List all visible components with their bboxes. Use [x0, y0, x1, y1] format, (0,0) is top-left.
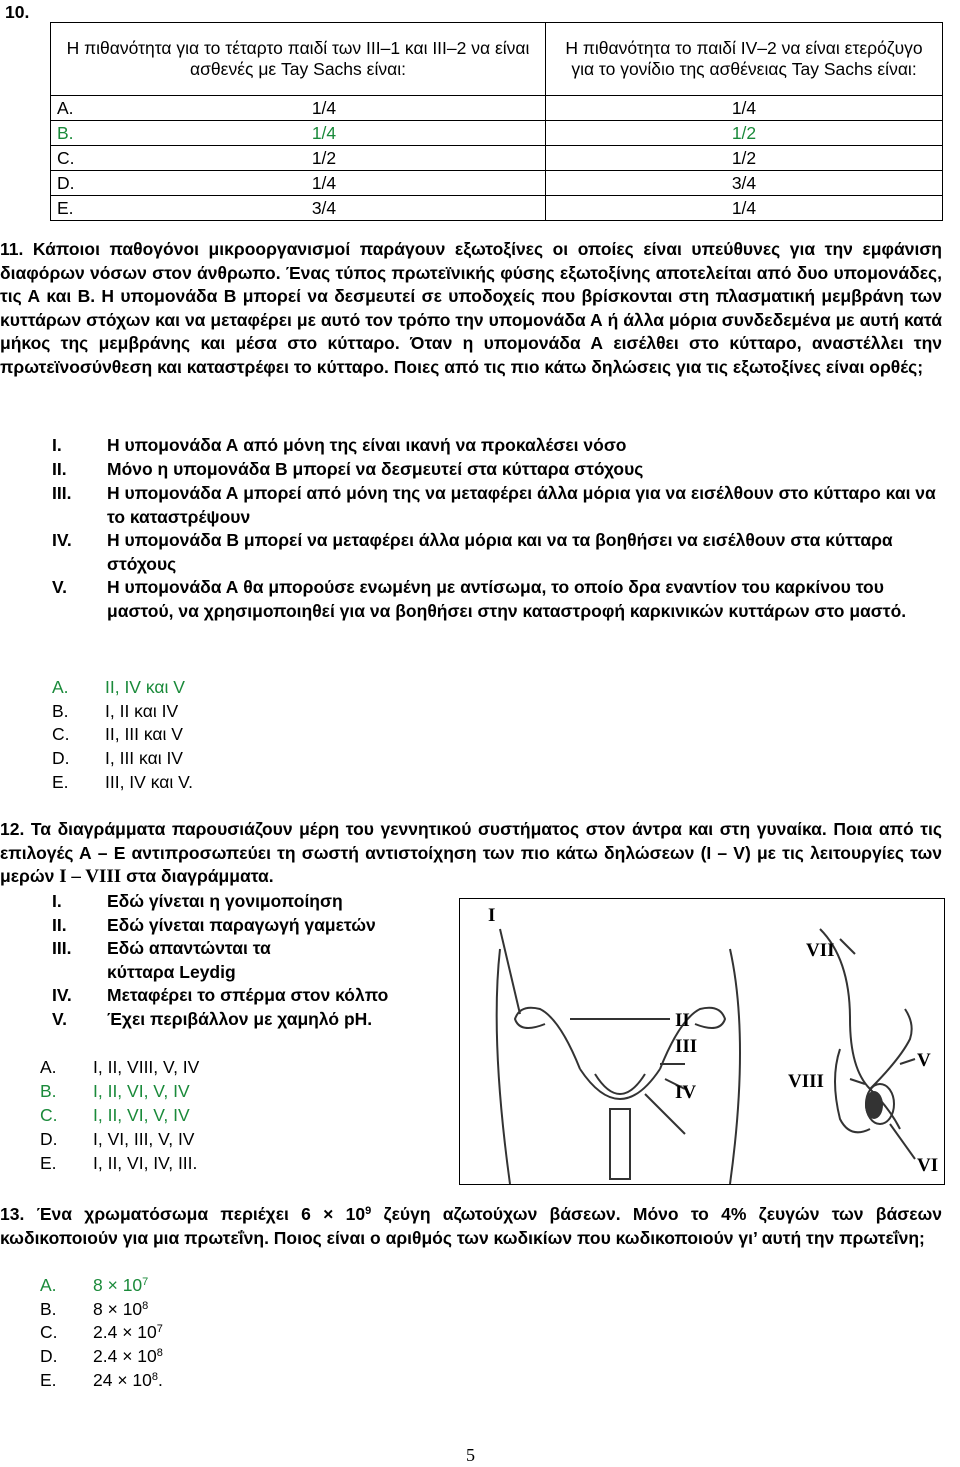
q13-option-d[interactable]: D. $2.4 \times 10^8$ — [40, 1346, 163, 1366]
diagram-label-i: I — [488, 905, 496, 926]
q12-statement: II. Εδώ γίνεται παραγωγή γαμετών — [52, 914, 376, 935]
q10-right-value: 3/4 — [546, 171, 943, 196]
q13-option-b[interactable]: B. $8 \times 10^8$ — [40, 1299, 149, 1319]
q13-option-c[interactable]: C. $2.4 \times 10^7$ — [40, 1322, 163, 1342]
statement-number: I. — [52, 435, 62, 455]
q12-option-e[interactable]: E. I, II, VI, IV, III. — [40, 1153, 198, 1173]
q13-option-a[interactable]: A. $8 \times 10^7$ — [40, 1275, 149, 1295]
q12-statements — [52, 890, 452, 1031]
question-12-text-end: στα διαγράμματα. — [126, 866, 274, 886]
table-row[interactable] — [51, 96, 943, 121]
question-13-number: 13. — [0, 1204, 25, 1224]
diagram-label-vi: VI — [917, 1155, 939, 1176]
diagram-label-viii: VIII — [788, 1071, 824, 1092]
table-row[interactable] — [51, 121, 943, 146]
reproductive-diagram-svg — [460, 899, 944, 1184]
question-12-number: 12. — [0, 819, 25, 839]
q10-left-value: 1/4 — [103, 121, 546, 146]
question-13-text-end: ζεύγη αζωτούχων βάσεων. Μόνο το 4% ζευγών των βάσεων κωδικοποιούν για μια πρωτεΐνη. Ποιος είναι ο αριθμός των κωδικίων που κωδικοποιούν γι’ αυτή την πρωτεΐνη; — [0, 1204, 943, 1248]
table-row[interactable] — [51, 146, 943, 171]
question-13-base: 10 — [345, 1204, 366, 1224]
question-11 — [0, 238, 942, 379]
diagram-label-ii: II — [675, 1010, 690, 1031]
q10-letter: D. — [51, 171, 104, 196]
q11-option-c[interactable]: C. II, III και V — [52, 724, 183, 744]
q10-left-value: 1/2 — [103, 146, 546, 171]
statement-number: III. — [52, 483, 72, 503]
q10-header-left: Η πιθανότητα για το τέταρτο παιδί των ΙΙΙ–1 και ΙΙΙ–2 να είναι ασθενές με Tay Sachs είναι: — [51, 23, 546, 96]
statement-text: Η υπομονάδα Β μπορεί να μεταφέρει άλλα μόρια και να τα βοηθήσει να εισέλθουν στα κύτταρα στόχους — [107, 530, 893, 574]
q11-statement — [52, 458, 942, 482]
q10-left-value: 3/4 — [103, 196, 546, 221]
q11-statement — [52, 576, 942, 623]
q11-option-a[interactable]: A. II, IV και V — [52, 677, 185, 697]
q11-option-d[interactable]: D. I, III και IV — [52, 748, 183, 768]
q10-letter: E. — [51, 196, 104, 221]
q10-letter: C. — [51, 146, 104, 171]
diagram-label-iii: III — [675, 1036, 698, 1057]
statement-number: II. — [52, 459, 67, 479]
statement-number: V. — [52, 577, 67, 597]
q11-option-e[interactable]: E. III, IV και V. — [52, 772, 194, 792]
q10-right-value: 1/4 — [546, 96, 943, 121]
table-row[interactable] — [51, 171, 943, 196]
q12-option-b[interactable]: B. I, II, VI, V, IV — [40, 1081, 190, 1101]
question-12-text: Τα διαγράμματα παρουσιάζουν μέρη του γεννητικού συστήματος στον άντρα και στη γυναίκα. Ποια από τις επιλογές Α – Ε αντιπροσωπεύει τη σωστή αντιστοίχηση των πιο κάτω δηλώσεων (Ι – V) με τις λειτουργίες των μερών — [0, 819, 942, 886]
question-10-number: 10. — [5, 2, 30, 22]
q12-option-a[interactable]: A. I, II, VIII, V, IV — [40, 1057, 200, 1077]
statement-text: Η υπομονάδα Α θα μπορούσε ενωμένη με αντίσωμα, το οποίο δρα εναντίον του καρκίνου του μαστού, να χρησιμοποιηθεί για να βοηθήσει στην καταστροφή καρκινικών κυττάρων στο μαστό. — [107, 577, 907, 621]
q12-statement: I. Εδώ γίνεται η γονιμοποίηση — [52, 891, 343, 911]
q11-statement — [52, 434, 942, 458]
statement-text: Μόνο η υπομονάδα Β μπορεί να δεσμευτεί στα κύτταρα στόχους — [107, 459, 644, 479]
reproductive-system-diagram — [459, 898, 945, 1185]
table-row[interactable] — [51, 196, 943, 221]
q10-letter: B. — [51, 121, 104, 146]
question-12-range: I – VIII — [59, 866, 122, 887]
q10-header-right: Η πιθανότητα το παιδί IV–2 να είναι ετερόζυγο για το γονίδιο της ασθένειας Tay Sachs είναι: — [546, 23, 943, 96]
q11-statement — [52, 482, 942, 529]
q11-option-b[interactable]: B. I, II και IV — [52, 701, 179, 721]
question-13 — [0, 1203, 942, 1250]
question-11-text: Κάποιοι παθογόνοι μικροοργανισμοί παράγουν εξωτοξίνες οι οποίες είναι υπεύθυνες για την εμφάνιση διαφόρων νόσων στον άνθρωπο. Ένας τύπος πρωτεϊνικής φύσης εξωτοξίνης αποτελείται από δυο υπομονάδες, τις Α και Β. Η υπομονάδα Β μπορεί να δεσμευτεί σε υποδοχείς που βρίσκονται στη πλασματική μεμβράνη των κυττάρων στόχων και να μεταφέρει με αυτό τον τρόπο την υπομονάδα Α ή άλλα μόρια συνδεδεμένα με αυτή κατά μήκος της μεμβράνης και μέσα στο κύτταρο. Όταν η υπομονάδα Α εισέλθει στο κύτταρο, αναστέλλει την πρωτεϊνοσύνθεση και καταστρέφει το κύτταρο. Ποιες από τις πιο κάτω δηλώσεις για τις εξωτοξίνες είναι ορθές; — [0, 239, 942, 377]
q12-option-d[interactable]: D. I, VI, III, V, IV — [40, 1129, 195, 1149]
q10-answer-table — [50, 22, 943, 221]
testis-shape — [865, 1091, 883, 1119]
q12-statement: III. Εδώ απαντώνται τα κύτταρα Leydig — [52, 938, 271, 982]
question-11-number: 11. — [0, 239, 24, 259]
q10-letter: A. — [51, 96, 104, 121]
q10-right-value: 1/2 — [546, 146, 943, 171]
q11-statement — [52, 529, 942, 576]
statement-text: Η υπομονάδα Α μπορεί από μόνη της να μεταφέρει άλλα μόρια για να εισέλθουν στο κύτταρο και να το καταστρέψουν — [107, 483, 936, 527]
q13-option-e[interactable]: E. $24 \times 10^8$. — [40, 1370, 163, 1390]
page-number: 5 — [466, 1445, 475, 1465]
question-13-exponent: 9 — [365, 1205, 372, 1217]
q10-right-value: 1/2 — [546, 121, 943, 146]
diagram-label-iv: IV — [675, 1082, 697, 1103]
question-12 — [0, 818, 942, 889]
q10-right-value: 1/4 — [546, 196, 943, 221]
q10-left-value: 1/4 — [103, 96, 546, 121]
q12-statement: V. Έχει περιβάλλον με χαμηλό pH. — [52, 1008, 373, 1029]
statement-number: IV. — [52, 530, 72, 550]
q12-statement: IV. Μεταφέρει το σπέρμα στον κόλπο — [52, 985, 389, 1005]
q10-left-value: 1/4 — [103, 171, 546, 196]
times-sign: × — [323, 1204, 334, 1224]
statement-text: Η υπομονάδα Α από μόνη της είναι ικανή να προκαλέσει νόσο — [107, 435, 627, 455]
diagram-label-v: V — [917, 1050, 931, 1071]
q12-option-c[interactable]: C. I, II, VI, V, IV — [40, 1105, 190, 1125]
diagram-label-vii: VII — [806, 940, 835, 961]
question-13-text: Ένα χρωματόσωμα περιέχει 6 — [36, 1204, 311, 1224]
